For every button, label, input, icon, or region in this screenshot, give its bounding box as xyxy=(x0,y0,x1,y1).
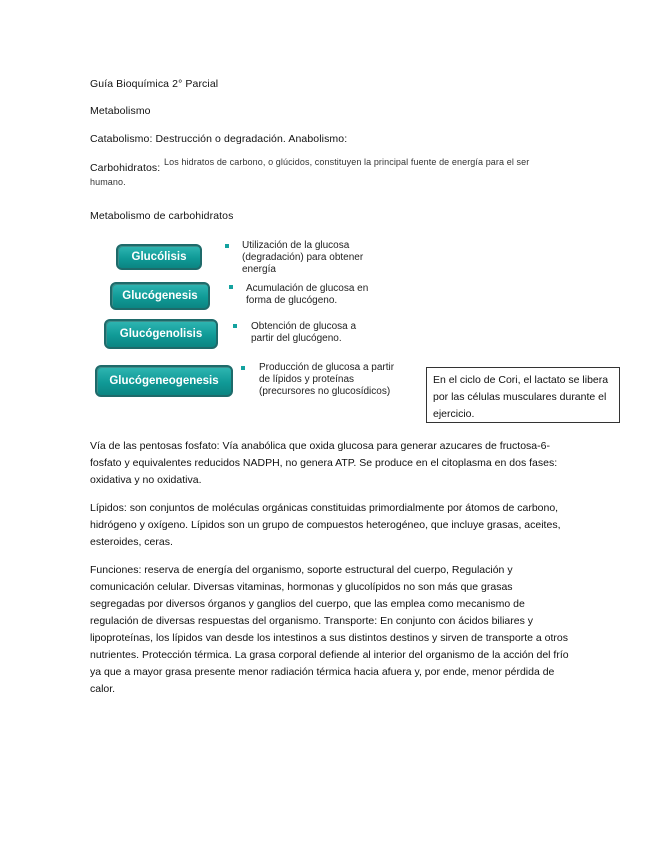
guide-title: Guía Bioquímica 2° Parcial xyxy=(90,78,219,90)
desc-line: energía xyxy=(242,264,276,275)
desc-line: (precursores no glucosídicos) xyxy=(259,386,391,397)
glucogenesis-description xyxy=(246,283,391,307)
carbohidratos-definition: Los hidratos de carbono, o glúcidos, constituyen la principal fuente de energía para el ser xyxy=(164,157,530,167)
glucogeneogenesis-label: Glucógeneogenesis xyxy=(109,375,219,387)
desc-line: Obtención de glucosa a xyxy=(251,321,357,332)
catabolismo-definition: Catabolismo: Destrucción o degradación. Anabolismo: xyxy=(90,133,348,145)
section-heading-carbohidratos: Metabolismo de carbohidratos xyxy=(90,210,234,222)
desc-line: Producción de glucosa a partir xyxy=(259,362,395,373)
carbohidratos-definition-cont: humano. xyxy=(90,177,126,187)
bullet-icon xyxy=(225,244,229,248)
cori-cycle-note: En el ciclo de Cori, el lactato se libera por las células musculares durante el ejercicio. xyxy=(426,367,620,423)
glucolisis-description xyxy=(242,240,382,276)
desc-line: (degradación) para obtener xyxy=(242,252,364,263)
glucogeneogenesis-description xyxy=(259,362,415,398)
glucogenolisis-label: Glucógenolisis xyxy=(119,328,203,340)
bullet-icon xyxy=(241,366,245,370)
glucogenesis-box xyxy=(110,282,210,310)
desc-line: Utilización de la glucosa xyxy=(242,240,350,251)
funciones-paragraph: Funciones: reserva de energía del organismo, soporte estructural del cuerpo, Regulación y comunicación celular. Diversas vitaminas, hormonas y glucolípidos no son más que grasas segregadas por diversos órganos y ganglios del cuerpo, que las emplea como mecanismo de regulación de diversas respuestas del organismo. Transporte: En conjunto con ácidos biliares y lipoproteínas, los lípidos van desde los intestinos a sus distintos destinos y sirven de transporte a otros nutrientes. Protección térmica. La grasa corporal defiende al interior del organismo de la acción del frío ya que a mayor grasa presente menor radiación térmica hacia afuera y, por ende, menor pérdida de calor. xyxy=(90,564,569,695)
desc-line: de lípidos y proteínas xyxy=(259,374,355,385)
carbohidratos-label: Carbohidratos: xyxy=(90,162,161,174)
desc-line: partir del glucógeno. xyxy=(251,333,342,344)
glucogenolisis-box xyxy=(104,319,218,349)
pentosas-paragraph: Vía de las pentosas fosfato: Vía anabólica que oxida glucosa para generar azucares de fructosa-6-fosfato y equivalentes reducidos NADPH, no genera ATP. Se produce en el citoplasma en dos fases: oxidativa y no oxidativa. xyxy=(90,440,558,486)
bullet-icon xyxy=(233,324,237,328)
bullet-icon xyxy=(229,285,233,289)
desc-line: forma de glucógeno. xyxy=(246,295,338,306)
lipidos-paragraph: Lípidos: son conjuntos de moléculas orgánicas constituidas primordialmente por átomos de carbono, hidrógeno y oxígeno. Lípidos son un grupo de compuestos heterogéneo, que incluye grasas, aceites, esteroides, ceras. xyxy=(90,502,561,548)
glucolisis-box xyxy=(116,244,202,270)
glucogenesis-label: Glucógenesis xyxy=(122,290,198,302)
glucogeneogenesis-box xyxy=(95,365,233,397)
desc-line: Acumulación de glucosa en xyxy=(246,283,369,294)
glucolisis-label: Glucólisis xyxy=(131,251,187,263)
section-heading-metabolismo: Metabolismo xyxy=(90,105,151,117)
glucogenolisis-description xyxy=(251,321,389,345)
